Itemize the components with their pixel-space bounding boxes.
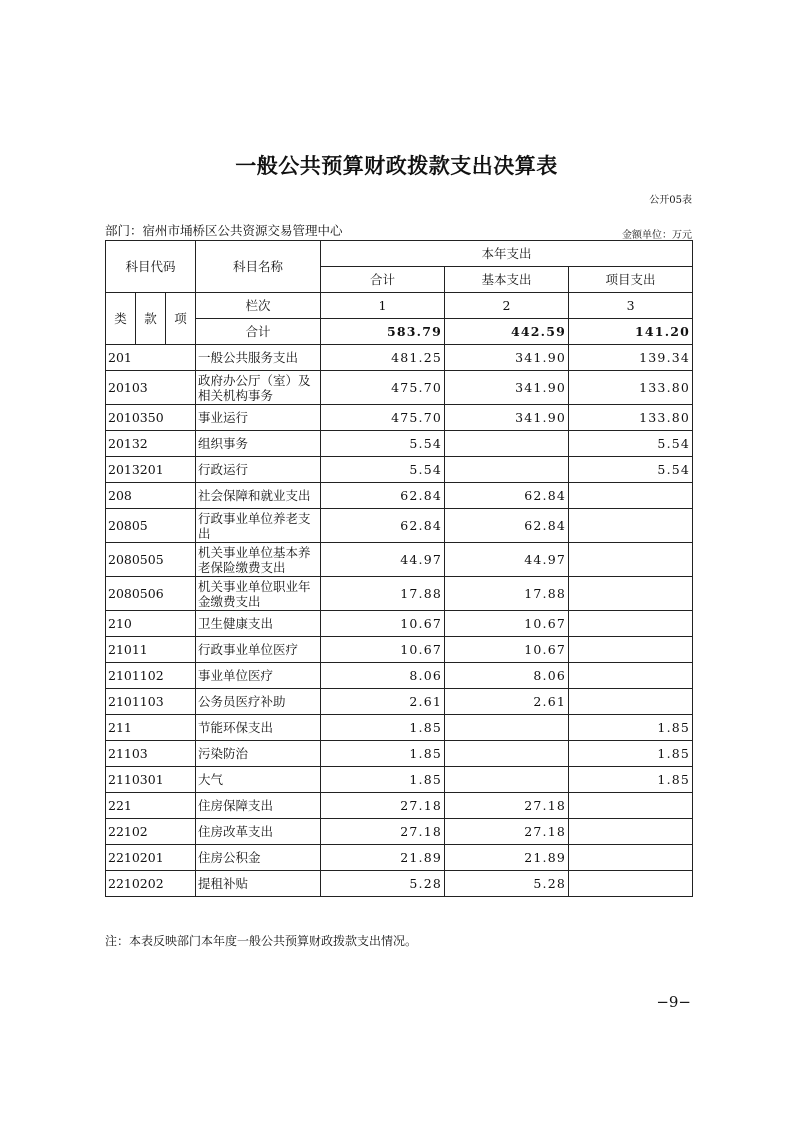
row-total: 10.67 (321, 611, 445, 637)
page-number: −9− (656, 993, 691, 1011)
row-basic: 341.90 (445, 345, 569, 371)
summary-basic: 442.59 (445, 319, 569, 345)
table-row (106, 637, 693, 663)
row-code: 22102 (106, 819, 196, 845)
row-project: 133.80 (569, 405, 693, 431)
row-code: 20103 (106, 371, 196, 405)
table-row (106, 509, 693, 543)
row-total: 62.84 (321, 483, 445, 509)
row-basic: 8.06 (445, 663, 569, 689)
header-subject-name: 科目名称 (196, 241, 321, 293)
table-row (106, 543, 693, 577)
table-row (106, 483, 693, 509)
row-project (569, 819, 693, 845)
row-basic: 341.90 (445, 371, 569, 405)
row-project (569, 577, 693, 611)
row-basic (445, 741, 569, 767)
row-project: 133.80 (569, 371, 693, 405)
row-name: 社会保障和就业支出 (196, 483, 321, 509)
header-lei: 类 (106, 293, 136, 345)
row-name: 机关事业单位基本养老保险缴费支出 (196, 543, 321, 577)
row-code: 2080505 (106, 543, 196, 577)
row-code: 2101102 (106, 663, 196, 689)
row-code: 2210202 (106, 871, 196, 897)
row-total: 8.06 (321, 663, 445, 689)
table-row (106, 793, 693, 819)
header-total: 合计 (321, 267, 445, 293)
row-basic: 10.67 (445, 611, 569, 637)
row-code: 210 (106, 611, 196, 637)
table-row (106, 663, 693, 689)
row-total: 27.18 (321, 819, 445, 845)
header-subject-code: 科目代码 (106, 241, 196, 293)
table-row (106, 715, 693, 741)
row-basic: 27.18 (445, 793, 569, 819)
summary-label: 合计 (196, 319, 321, 345)
row-total: 5.54 (321, 457, 445, 483)
header-col1: 1 (321, 293, 445, 319)
row-total: 5.54 (321, 431, 445, 457)
row-basic: 5.28 (445, 871, 569, 897)
row-total: 481.25 (321, 345, 445, 371)
row-name: 组织事务 (196, 431, 321, 457)
row-total: 17.88 (321, 577, 445, 611)
table-row (106, 741, 693, 767)
row-code: 2101103 (106, 689, 196, 715)
row-name: 行政运行 (196, 457, 321, 483)
row-code: 2110301 (106, 767, 196, 793)
row-basic (445, 457, 569, 483)
row-project: 1.85 (569, 715, 693, 741)
row-project (569, 663, 693, 689)
row-basic: 44.97 (445, 543, 569, 577)
row-name: 住房改革支出 (196, 819, 321, 845)
row-code: 2010350 (106, 405, 196, 431)
table-row (106, 345, 693, 371)
row-project (569, 637, 693, 663)
row-code: 201 (106, 345, 196, 371)
row-code: 2210201 (106, 845, 196, 871)
row-code: 2080506 (106, 577, 196, 611)
summary-project: 141.20 (569, 319, 693, 345)
row-basic: 341.90 (445, 405, 569, 431)
summary-total: 583.79 (321, 319, 445, 345)
row-project (569, 871, 693, 897)
table-row (106, 577, 693, 611)
row-project: 5.54 (569, 431, 693, 457)
row-project (569, 543, 693, 577)
row-name: 事业运行 (196, 405, 321, 431)
row-total: 44.97 (321, 543, 445, 577)
header-current-year: 本年支出 (321, 241, 693, 267)
row-name: 行政事业单位医疗 (196, 637, 321, 663)
table-row (106, 871, 693, 897)
row-name: 住房公积金 (196, 845, 321, 871)
row-project: 5.54 (569, 457, 693, 483)
table-row (106, 431, 693, 457)
header-project: 项目支出 (569, 267, 693, 293)
row-name: 污染防治 (196, 741, 321, 767)
row-name: 大气 (196, 767, 321, 793)
row-name: 住房保障支出 (196, 793, 321, 819)
department-label: 部门：宿州市埇桥区公共资源交易管理中心 (105, 223, 343, 238)
row-name: 卫生健康支出 (196, 611, 321, 637)
row-total: 1.85 (321, 767, 445, 793)
table-row (106, 405, 693, 431)
row-code: 211 (106, 715, 196, 741)
row-code: 20805 (106, 509, 196, 543)
header-kuan: 款 (136, 293, 166, 345)
row-basic: 62.84 (445, 509, 569, 543)
expenditure-table (105, 240, 693, 897)
row-code: 20132 (106, 431, 196, 457)
table-row (106, 611, 693, 637)
header-column-order: 栏次 (196, 293, 321, 319)
row-name: 提租补贴 (196, 871, 321, 897)
form-code: 公开05表 (649, 195, 692, 206)
row-project (569, 509, 693, 543)
row-basic (445, 715, 569, 741)
row-total: 10.67 (321, 637, 445, 663)
row-name: 政府办公厅（室）及相关机构事务 (196, 371, 321, 405)
row-project (569, 483, 693, 509)
table-row (106, 819, 693, 845)
row-project: 1.85 (569, 741, 693, 767)
row-project (569, 845, 693, 871)
row-code: 221 (106, 793, 196, 819)
row-total: 62.84 (321, 509, 445, 543)
row-basic: 10.67 (445, 637, 569, 663)
row-total: 475.70 (321, 405, 445, 431)
row-name: 事业单位医疗 (196, 663, 321, 689)
table-row (106, 845, 693, 871)
row-basic (445, 431, 569, 457)
header-basic: 基本支出 (445, 267, 569, 293)
header-col2: 2 (445, 293, 569, 319)
row-basic: 27.18 (445, 819, 569, 845)
row-name: 一般公共服务支出 (196, 345, 321, 371)
row-basic: 21.89 (445, 845, 569, 871)
table-note: 注：本表反映部门本年度一般公共预算财政拨款支出情况。 (105, 934, 418, 948)
page-title: 一般公共预算财政拨款支出决算表 (235, 154, 558, 178)
header-xiang: 项 (166, 293, 196, 345)
row-project (569, 689, 693, 715)
row-total: 475.70 (321, 371, 445, 405)
row-project (569, 793, 693, 819)
row-basic (445, 767, 569, 793)
table-row (106, 371, 693, 405)
row-total: 1.85 (321, 741, 445, 767)
row-project (569, 611, 693, 637)
row-code: 2013201 (106, 457, 196, 483)
row-code: 21103 (106, 741, 196, 767)
row-project: 1.85 (569, 767, 693, 793)
table-row (106, 767, 693, 793)
row-total: 1.85 (321, 715, 445, 741)
header-col3: 3 (569, 293, 693, 319)
row-name: 公务员医疗补助 (196, 689, 321, 715)
row-project: 139.34 (569, 345, 693, 371)
row-basic: 2.61 (445, 689, 569, 715)
row-total: 5.28 (321, 871, 445, 897)
row-total: 2.61 (321, 689, 445, 715)
table-row (106, 457, 693, 483)
amount-unit: 金额单位：万元 (622, 230, 692, 241)
row-name: 节能环保支出 (196, 715, 321, 741)
row-code: 21011 (106, 637, 196, 663)
row-code: 208 (106, 483, 196, 509)
row-name: 行政事业单位养老支出 (196, 509, 321, 543)
row-name: 机关事业单位职业年金缴费支出 (196, 577, 321, 611)
table-row (106, 689, 693, 715)
row-total: 27.18 (321, 793, 445, 819)
row-basic: 17.88 (445, 577, 569, 611)
row-total: 21.89 (321, 845, 445, 871)
row-basic: 62.84 (445, 483, 569, 509)
